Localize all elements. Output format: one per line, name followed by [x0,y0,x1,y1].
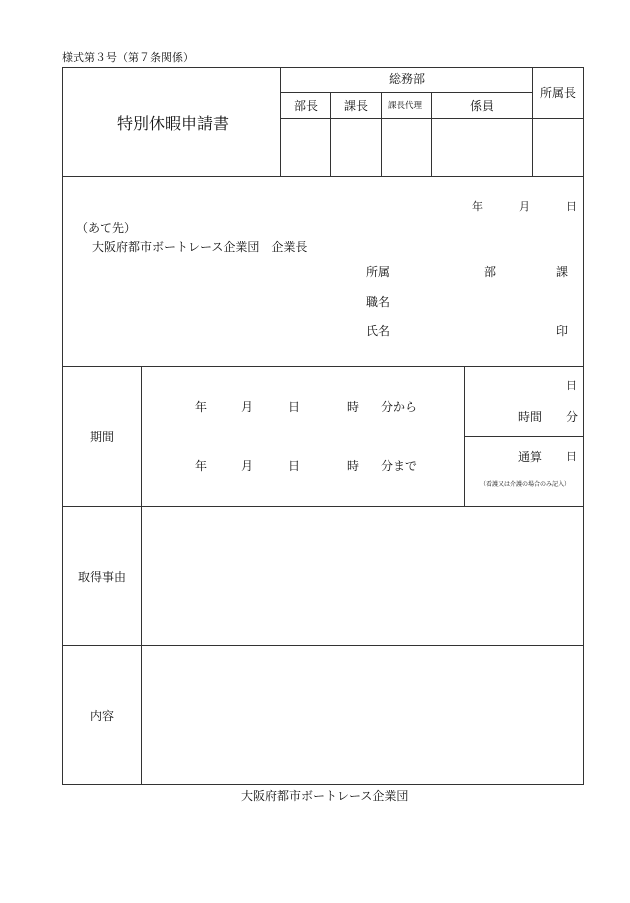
days-unit: 日 [566,379,577,392]
date-year: 年 [472,200,483,213]
kacho-dairi-stamp-box[interactable] [382,119,431,176]
divider [464,436,584,437]
form-number: 様式第３号（第７条関係） [62,51,194,64]
from-month: 月 [241,400,254,414]
from-hour: 時 [347,400,360,414]
reason-field[interactable] [142,507,583,645]
department-header: 総務部 [389,72,426,86]
from-day: 日 [288,400,301,414]
addressee-label: （あて先） [76,221,137,235]
period-label: 期間 [90,430,115,444]
seal-mark: 印 [556,324,569,338]
date-day: 日 [566,200,577,213]
shozokucho-header: 所属長 [540,86,577,100]
to-hour: 時 [347,459,360,473]
hours-unit: 時間 [518,410,543,424]
divider [280,92,532,93]
kacho-dairi-header: 課長代理 [388,101,423,111]
shozokucho-stamp-box[interactable] [533,119,583,176]
from-suffix: 分から [381,400,418,414]
border-top [62,67,584,68]
bucho-stamp-box[interactable] [281,119,330,176]
border-left [62,67,63,785]
bucho-header: 部長 [294,99,319,113]
total-label: 通算 [518,450,543,464]
department-suffix: 部 [484,265,497,279]
content-label: 内容 [90,709,115,723]
date-month: 月 [519,200,530,213]
divider [62,176,584,177]
border-right [583,67,584,785]
reason-label: 取得事由 [78,570,127,584]
content-field[interactable] [142,646,583,784]
minutes-unit: 分 [566,410,579,424]
footer-organization: 大阪府都市ボートレース企業団 [241,789,409,803]
kacho-header: 課長 [344,99,369,113]
from-year: 年 [195,400,208,414]
total-unit: 日 [566,450,577,463]
section-suffix: 課 [556,265,569,279]
kacho-stamp-box[interactable] [331,119,381,176]
to-suffix: 分まで [381,459,418,473]
name-label: 氏名 [366,324,391,338]
position-label: 職名 [366,295,391,309]
to-day: 日 [288,459,301,473]
to-year: 年 [195,459,208,473]
form-title: 特別休暇申請書 [117,114,230,133]
to-month: 月 [241,459,254,473]
care-note: （看護又は介護の場合のみ記入） [480,481,571,488]
kakariin-stamp-box[interactable] [432,119,532,176]
addressee: 大阪府都市ボートレース企業団 企業長 [92,240,308,254]
affiliation-label: 所属 [366,265,391,279]
kakariin-header: 係員 [470,99,495,113]
